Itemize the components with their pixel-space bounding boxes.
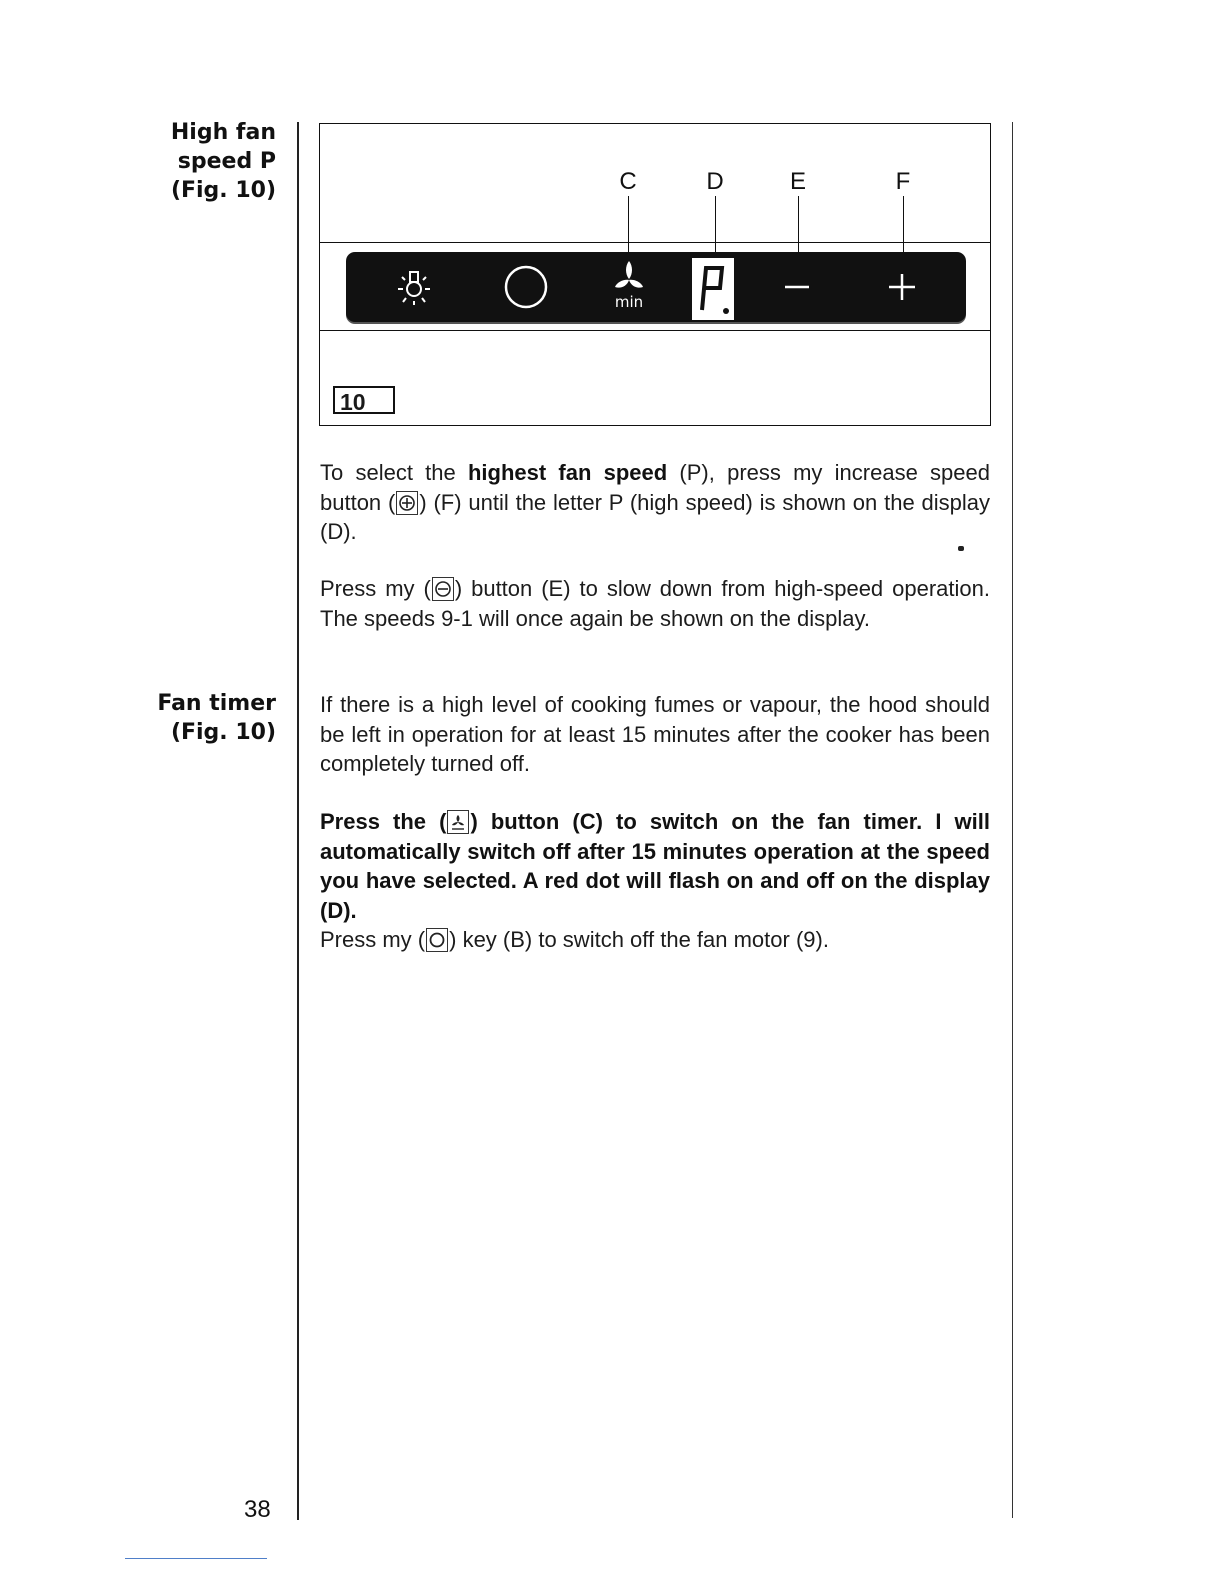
figure-band-bottom [320,330,990,331]
text: Press my ( [320,927,426,952]
plus-key-icon [396,491,418,515]
callout-line-c [628,196,629,259]
fan-timer-icon [604,252,654,322]
fan-timer-button[interactable] [604,252,654,322]
minus-key-icon [432,577,454,601]
text: Press my ( [320,576,431,601]
text: ) button (C) to switch on the fan timer. I will automatically switch off after 15 minutes operation at the speed you have selected. A red dot will flash on and off on the display (D). [320,809,990,923]
callout-c: C [619,168,637,195]
minus-icon [776,252,818,322]
callout-line-f [903,196,904,259]
display-d [692,258,734,320]
callout-line-d [715,196,716,259]
callout-d: D [706,168,724,195]
callout-e: E [789,168,807,195]
column-rule-right [1012,122,1013,1518]
paragraph-fan-timer-intro [320,690,990,779]
heading-fan-timer [157,689,276,747]
light-icon [394,252,434,322]
text: ) button (E) to slow down from high-speed operation. The speeds 9-1 will once again be shown on the display. [320,576,990,631]
decrease-speed-button[interactable] [776,252,818,322]
increase-speed-button[interactable] [882,252,922,322]
scan-speck [958,546,964,551]
paragraph-highest-speed [320,458,990,547]
power-icon [501,252,551,322]
callout-f: F [895,168,911,195]
plus-icon [882,252,922,322]
text: If there is a high level of cooking fumes or vapour, the hood should be left in operation for at least 15 minutes after the cooker has been completely turned off. [320,692,990,776]
figure-10-control-panel [319,123,991,426]
callout-line-e [798,196,799,259]
power-key-icon [426,928,448,952]
page-number: 38 [244,1496,271,1523]
heading-line: (Fig. 10) [170,178,276,203]
heading-line: Fan timer [157,691,276,716]
power-button[interactable] [501,252,551,322]
light-button[interactable] [394,252,434,322]
fan-timer-key-icon [447,810,469,834]
paragraph-fan-timer-bold [320,807,990,955]
fan-min-label: min [614,293,644,311]
text: ) (F) until the letter P (high speed) is shown on the display (D). [320,489,990,544]
figure-number: 10 [333,386,395,414]
text: Press the ( [320,809,447,834]
heading-line: (Fig. 10) [170,720,276,745]
text: (P), press my increase speed button ( [320,460,990,515]
text: ) key (B) to switch off the fan motor (9). [449,927,829,952]
column-rule-left [297,122,299,1520]
paragraph-slow-down [320,574,990,633]
bottom-rule [125,1558,267,1559]
text: To select the [320,460,468,485]
figure-band-top [320,242,990,243]
heading-line: speed P [177,149,276,174]
emphasis: highest fan speed [467,460,668,485]
heading-high-fan-speed [171,118,276,205]
display-p-glyph [692,258,734,320]
control-panel [346,252,966,322]
heading-line: High fan [170,120,276,145]
